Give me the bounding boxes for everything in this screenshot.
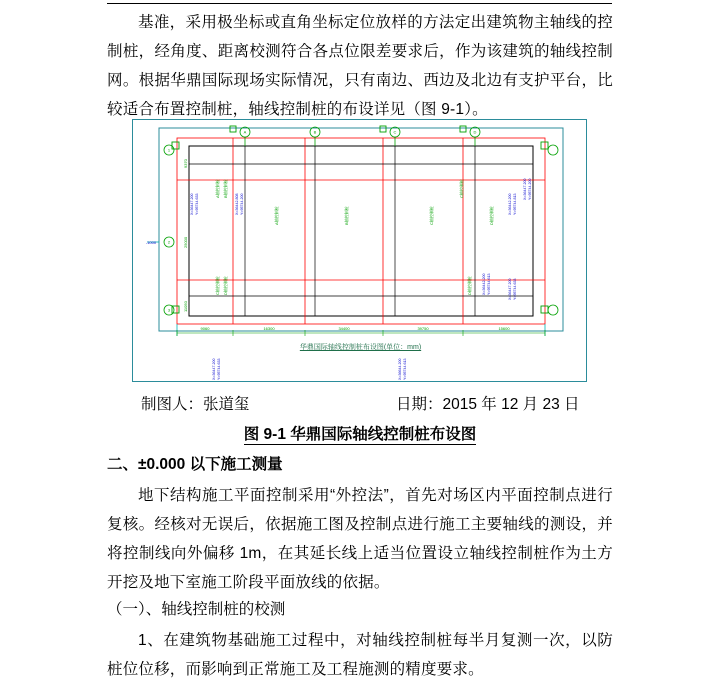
svg-text:2: 2 (167, 239, 171, 245)
svg-text:X=36447.200: X=36447.200 (508, 278, 512, 300)
figure-label: 图 9-1 华鼎国际轴线控制桩布设图 (243, 426, 477, 443)
paragraph-3: 1、在建筑物基础施工过程中，对轴线控制桩每半月复测一次，以防桩位位移，而影响到正常施工及工程施测的精度要求。 (107, 632, 613, 678)
svg-text:A轴控制桩: A轴控制桩 (215, 179, 220, 198)
header-rule (107, 3, 612, 4)
svg-text:Y=95744.200: Y=95744.200 (240, 193, 244, 215)
svg-text:B轴控制桩: B轴控制桩 (223, 179, 228, 198)
svg-text:X=36442.200: X=36442.200 (508, 193, 512, 215)
svg-text:X=36442.808: X=36442.808 (235, 193, 239, 215)
svg-text:9370: 9370 (183, 159, 188, 168)
svg-text:X=36644.200: X=36644.200 (398, 358, 402, 380)
svg-text:Y=95744.813: Y=95744.813 (513, 193, 517, 215)
credit-date: 日期：2015 年 12 月 23 日 (396, 396, 580, 413)
svg-text:11050: 11050 (183, 301, 188, 312)
svg-text:A轴控制桩: A轴控制桩 (274, 206, 279, 225)
svg-text:Y=95744.633: Y=95744.633 (513, 278, 517, 300)
svg-text:Y=95744.613: Y=95744.613 (487, 273, 491, 295)
svg-text:16300: 16300 (263, 326, 275, 331)
paragraph-1: 基准，采用极坐标或直角坐标定位放样的方法定出建筑物主轴线的控制桩，经角度、距离校测符合各点位限差要求后，作为该建筑的轴线控制网。根据华鼎国际现场实际情况，只有南边、西边及北边有支护平台，比较适合布置控制桩，轴线控制桩的布设详见（图 9-1）。 (107, 14, 613, 118)
svg-text:D轴控制桩: D轴控制桩 (223, 276, 228, 295)
svg-text:3: 3 (167, 307, 171, 313)
svg-text:X=36447.200: X=36447.200 (190, 193, 194, 215)
figure-inner-caption: 华鼎国际轴线控制桩布设图(单位：mm) (299, 344, 422, 351)
svg-text:A: A (243, 129, 247, 135)
svg-text:X=36447.200: X=36447.200 (212, 358, 216, 380)
svg-text:25000: 25000 (183, 236, 188, 248)
credit-author: 制图人：张道玺 (141, 396, 250, 413)
svg-text:C: C (393, 129, 397, 135)
svg-text:34400: 34400 (338, 326, 350, 331)
svg-text:Y=95744.633: Y=95744.633 (195, 193, 199, 215)
svg-text:C轴控制桩: C轴控制桩 (429, 206, 434, 225)
svg-text:-1000: -1000 (145, 240, 157, 245)
svg-text:D轴控制桩: D轴控制桩 (489, 206, 494, 225)
svg-text:Y=95744.200: Y=95744.200 (528, 178, 532, 200)
section-heading-2: 二、±0.000 以下施工测量 (107, 456, 283, 473)
svg-text:9060: 9060 (200, 326, 210, 331)
svg-text:C轴控制桩: C轴控制桩 (215, 276, 220, 295)
svg-text:B轴控制桩: B轴控制桩 (344, 206, 349, 225)
svg-text:X=36442.200: X=36442.200 (482, 273, 486, 295)
svg-text:15600: 15600 (498, 326, 510, 331)
svg-text:Y=95744.613: Y=95744.613 (403, 358, 407, 380)
svg-text:39750: 39750 (417, 326, 429, 331)
subsection-heading: （一）、轴线控制桩的校测 (107, 601, 286, 618)
svg-text:D: D (473, 129, 477, 135)
figure-axis-control-pile-layout (132, 119, 587, 382)
svg-text:Y=95744.633: Y=95744.633 (217, 358, 221, 380)
svg-text:1: 1 (167, 147, 171, 153)
paragraph-2: 地下结构施工平面控制采用“外控法”，首先对场区内平面控制点进行复核。经核对无误后，依据施工图及控制点进行施工主要轴线的测设，并将控制线向外偏移 1m，在其延长线上适当位置设立轴线控制桩作为土方开挖及地下室施工阶段平面放线的依据。 (107, 487, 613, 591)
svg-text:B: B (313, 129, 317, 135)
svg-text:D轴控制桩: D轴控制桩 (467, 276, 472, 295)
svg-text:C轴控制桩: C轴控制桩 (459, 179, 464, 198)
svg-text:X=36447.200: X=36447.200 (523, 178, 527, 200)
